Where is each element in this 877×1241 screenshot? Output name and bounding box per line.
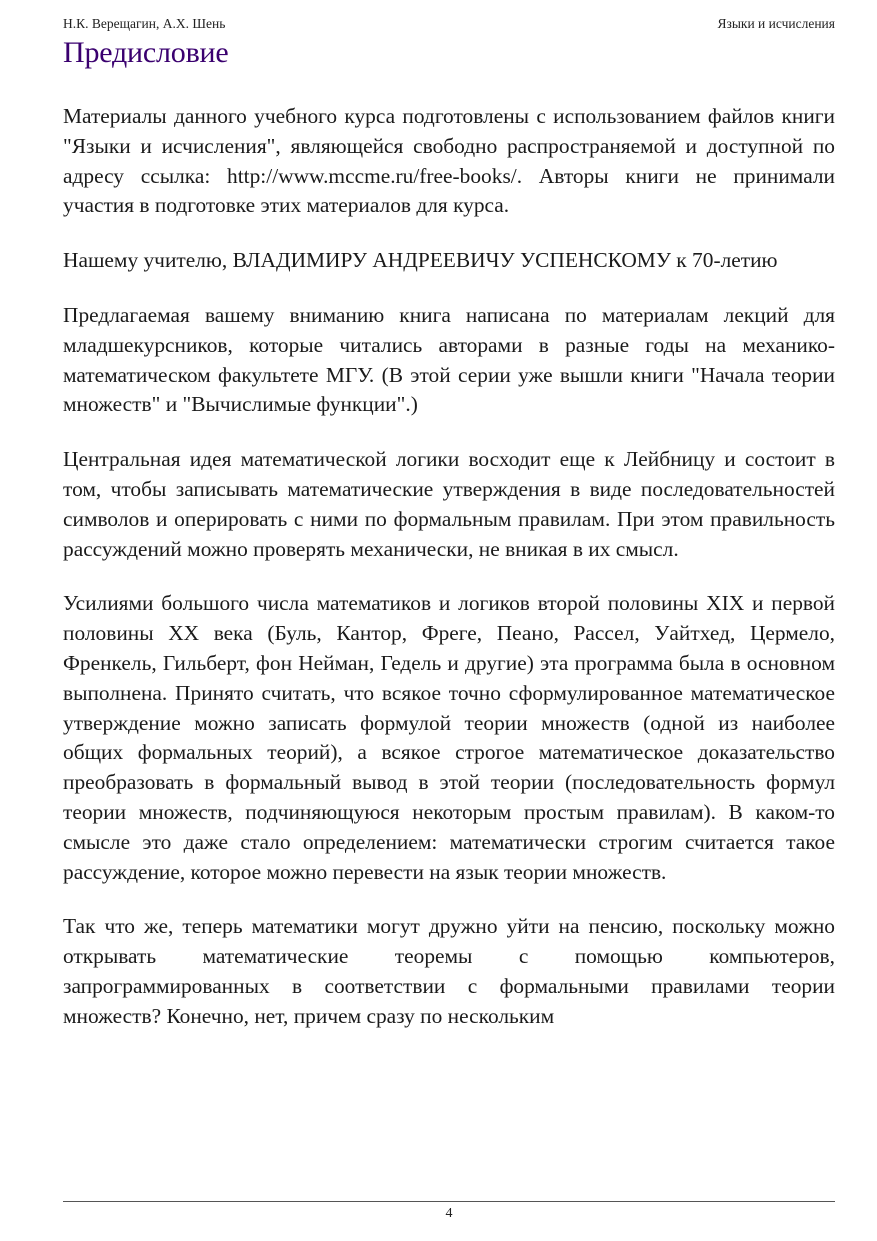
- paragraph: Центральная идея математической логики восходит еще к Лейбницу и состоит в том, чтобы записывать математические утверждения в виде последовательностей символов и оперировать с ними по формальным правилам. При этом правильность рассуждений можно проверять механически, не вникая в их смысл.: [63, 447, 835, 561]
- page-title: Предисловие: [63, 36, 229, 69]
- page-header: [63, 16, 835, 36]
- header-book-title: Языки и исчисления: [717, 16, 835, 31]
- header-authors: Н.К. Верещагин, А.Х. Шень: [63, 16, 226, 31]
- paragraph: Предлагаемая вашему вниманию книга написана по материалам лекций для младшекурсников, которые читались авторами в разные годы на механико-математическом факультете МГУ. (В этой серии уже вышли книги "Начала теории множеств" и "Вычислимые функции".): [63, 302, 835, 417]
- paragraph: Усилиями большого числа математиков и логиков второй половины XIX и первой половины XX века (Буль, Кантор, Фреге, Пеано, Рассел, Уайтхед, Цермело, Френкель, Гильберт, фон Нейман, Гедель и другие) эта программа была в основном выполнена. Принято считать, что всякое точно сформулированное математическое утверждение можно записать формулой теории множеств (одной из наиболее общих формальных теорий), а всякое строгое математическое доказательство преобразовать в формальный вывод в этой теории (последовательность формул теории множеств, подчиняющуюся некоторым простым правилам). В каком-то смысле это даже стало определением: математически строгим считается такое рассуждение, которое можно перевести на язык теории множеств.: [63, 591, 835, 884]
- page-number: 4: [445, 1206, 453, 1221]
- paragraph: Материалы данного учебного курса подготовлены с использованием файлов книги "Языки и исчисления", являющейся свободно распространяемой и доступной по адресу ссылка: http://www.mccme.ru/free-books/. Авторы книги не принимали участия в подготовке этих материалов для курса.: [63, 104, 835, 218]
- body-text: [63, 102, 835, 1032]
- paragraph: Так что же, теперь математики могут дружно уйти на пенсию, поскольку можно открывать математические теоремы с помощью компьютеров, запрограммированных в соответствии с формальными правилами теории множеств? Конечно, нет, причем сразу по нескольким: [63, 914, 835, 1028]
- footer-divider: [63, 1201, 835, 1202]
- paragraph: Нашему учителю, ВЛАДИМИРУ АНДРЕЕВИЧУ УСПЕНСКОМУ к 70-летию: [63, 248, 778, 273]
